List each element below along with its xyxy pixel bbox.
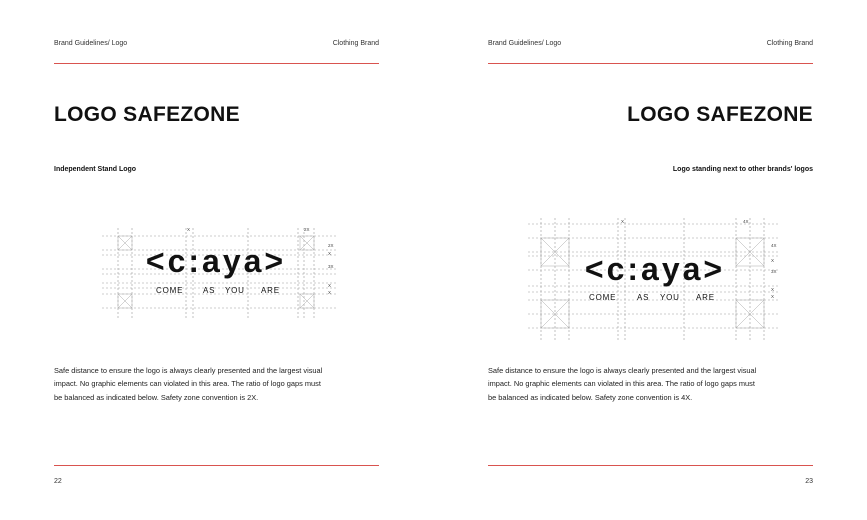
section-subtitle: Logo standing next to other brands' logos xyxy=(672,166,813,173)
tagline-word: ARE xyxy=(261,286,280,295)
top-label-x: X xyxy=(621,219,625,224)
body-paragraph: Safe distance to ensure the logo is always clearly presented and the largest visual impact. No graphic elements can violated in this area. The ratio of logo gaps must be balanced as indicated below. Safety zone convention is 2X. xyxy=(54,366,323,402)
top-label-x: X xyxy=(187,227,191,232)
side-label: 2X xyxy=(328,243,334,248)
page-left xyxy=(0,0,433,520)
side-label: 4X xyxy=(771,243,777,248)
side-label: 3X xyxy=(328,264,334,269)
safezone-diagram xyxy=(98,222,348,322)
side-label: X xyxy=(328,283,332,288)
top-label-2x: 2X xyxy=(304,227,310,232)
side-label: X xyxy=(328,251,332,256)
logo-wordmark: <c:aya> xyxy=(145,243,287,279)
brand-name: Clothing Brand xyxy=(332,40,379,47)
side-label: X xyxy=(771,287,775,292)
tagline-word: COME xyxy=(589,293,617,302)
tagline-word: AS xyxy=(203,286,216,295)
header-rule xyxy=(54,63,379,64)
side-label: X xyxy=(771,294,775,299)
page-number: 22 xyxy=(54,478,62,485)
side-label: X xyxy=(771,258,775,263)
page-title: LOGO SAFEZONE xyxy=(627,103,813,126)
page-number: 23 xyxy=(805,478,813,485)
tagline-word: COME xyxy=(156,286,184,295)
top-label-4x: 4X xyxy=(743,219,749,224)
breadcrumb: Brand Guidelines/ Logo xyxy=(54,40,128,47)
footer-rule xyxy=(488,465,813,466)
header-rule xyxy=(488,63,813,64)
brand-name: Clothing Brand xyxy=(766,40,813,47)
tagline-word: ARE xyxy=(696,293,715,302)
section-subtitle: Independent Stand Logo xyxy=(54,166,137,173)
breadcrumb: Brand Guidelines/ Logo xyxy=(488,40,562,47)
logo-wordmark: <c:aya> xyxy=(584,251,726,287)
side-label: X xyxy=(328,290,332,295)
page-title: LOGO SAFEZONE xyxy=(54,103,240,126)
tagline-word: YOU xyxy=(225,286,245,295)
side-label: 3X xyxy=(771,269,777,274)
page-right xyxy=(434,0,867,520)
tagline-word: YOU xyxy=(660,293,680,302)
safezone-diagram xyxy=(524,216,784,342)
footer-rule xyxy=(54,465,379,466)
body-paragraph: Safe distance to ensure the logo is always clearly presented and the largest visual impact. No graphic elements can violated in this area. The ratio of logo gaps must be balanced as indicated below. Safety zone convention is 4X. xyxy=(488,366,757,402)
tagline-word: AS xyxy=(637,293,650,302)
